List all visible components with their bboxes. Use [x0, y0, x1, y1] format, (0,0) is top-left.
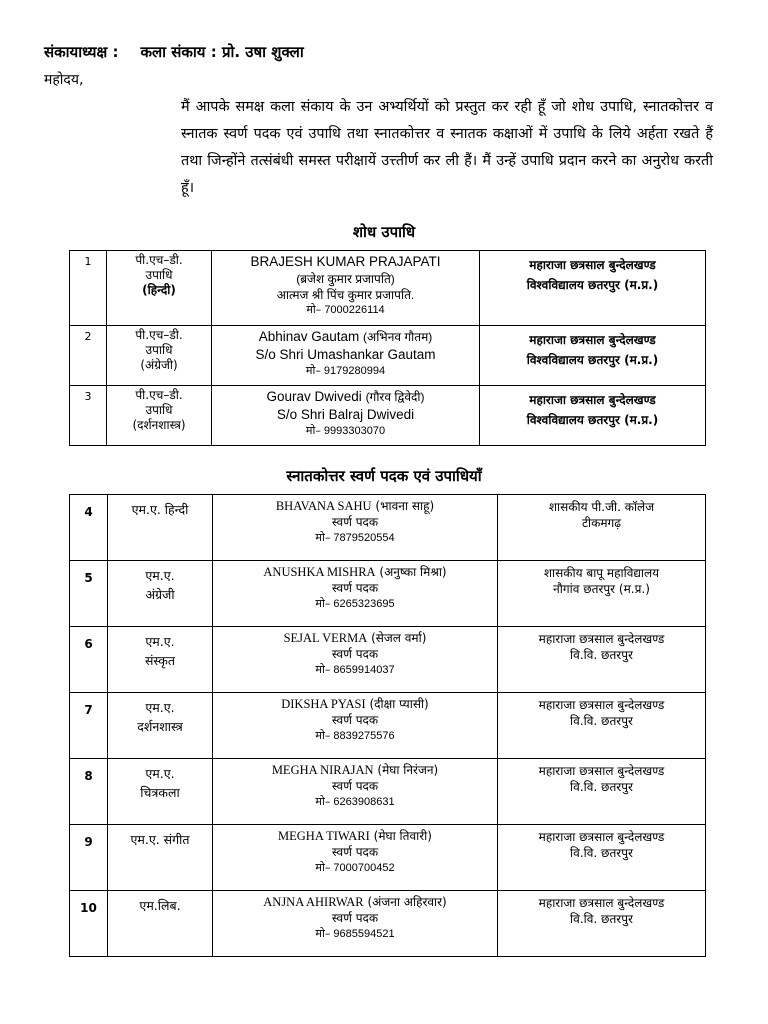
candidate-mobile: [212, 424, 479, 438]
candidate-name: ANJNA AHIRWAR: [263, 895, 364, 909]
degree-cell: [107, 326, 212, 386]
mobile-prefix: मो–: [315, 531, 331, 544]
table-row: [70, 561, 706, 627]
college-cell: [498, 693, 706, 759]
candidate-name: Abhinav Gautam: [258, 329, 360, 344]
mobile-prefix: मो–: [315, 861, 331, 874]
college-line: विश्वविद्यालय छतरपुर (म.प्र.): [526, 353, 659, 367]
row-number: 8: [70, 759, 108, 825]
degree-cell: [108, 825, 213, 891]
college-line: विश्वविद्यालय छतरपुर (म.प्र.): [526, 413, 659, 427]
college-cell: [480, 386, 706, 446]
candidate-mobile: [213, 860, 497, 876]
candidate-name-line: [213, 828, 497, 844]
candidate-name-line: [213, 498, 497, 514]
candidate-cell: [213, 495, 498, 561]
degree-line: पी.एच–डी.: [135, 253, 183, 267]
row-number: 7: [70, 693, 108, 759]
college-line: महाराजा छत्रसाल बुन्देलखण्ड: [538, 698, 665, 712]
candidate-name-line: [213, 564, 497, 580]
degree-line: पी.एच–डी.: [135, 388, 183, 402]
candidate-name: SEJAL VERMA: [283, 631, 368, 645]
candidate-mobile: [212, 303, 479, 317]
row-number: 6: [70, 627, 108, 693]
degree-line: एम.ए.: [145, 766, 175, 781]
pg-table: [69, 494, 706, 957]
degree-line: एम.लिब.: [139, 898, 181, 913]
mobile-prefix: मो–: [306, 303, 322, 316]
table-row: [70, 693, 706, 759]
candidate-cell: [213, 825, 498, 891]
candidate-name-hindi: (गौरव द्विवेदी): [365, 390, 425, 404]
medal-label: स्वर्ण पदक: [331, 581, 379, 595]
degree-cell: [108, 495, 213, 561]
candidate-name-line: [212, 328, 479, 346]
candidate-name-hindi: (अंजना अहिरवार): [367, 895, 447, 909]
row-number: 5: [70, 561, 108, 627]
candidate-cell: [212, 386, 480, 446]
candidate-mobile: [213, 662, 497, 678]
mobile-prefix: मो–: [305, 424, 321, 437]
college-line: महाराजा छत्रसाल बुन्देलखण्ड: [529, 393, 656, 407]
candidate-relation: आत्मज श्री पिंच कुमार प्रजापति.: [276, 288, 415, 302]
college-line: वि.वि. छतरपुर: [570, 846, 633, 860]
degree-line: उपाधि: [145, 343, 173, 357]
college-line: वि.वि. छतरपुर: [570, 912, 633, 926]
phd-section-title: शोध उपाधि: [352, 223, 416, 241]
college-line: महाराजा छत्रसाल बुन्देलखण्ड: [538, 896, 665, 910]
college-line: महाराजा छत्रसाल बुन्देलखण्ड: [529, 333, 656, 347]
candidate-name-line: [213, 894, 497, 910]
candidate-name-hindi: (मेघा निरंजन): [377, 763, 439, 777]
row-number: 10: [70, 891, 108, 957]
college-cell: [498, 495, 706, 561]
medal-label: स्वर्ण पदक: [331, 779, 379, 793]
degree-line: एम.ए.: [145, 634, 175, 649]
candidate-name: BRAJESH KUMAR PRAJAPATI: [250, 254, 441, 269]
table-row: [70, 759, 706, 825]
college-line: वि.वि. छतरपुर: [570, 714, 633, 728]
candidate-name: ANUSHKA MISHRA: [263, 565, 376, 579]
mobile-number: 7000226114: [324, 304, 385, 316]
candidate-name-hindi: (मेघा तिवारी): [373, 829, 432, 843]
candidate-name: MEGHA NIRAJAN: [271, 763, 374, 777]
table-row: [70, 891, 706, 957]
candidate-cell: [213, 561, 498, 627]
candidate-cell: [213, 759, 498, 825]
candidate-mobile: [213, 530, 497, 546]
college-line: शासकीय बापू महाविद्यालय: [543, 566, 660, 580]
table-row: [70, 825, 706, 891]
candidate-name-line: [213, 630, 497, 646]
mobile-number: 8659914037: [333, 664, 395, 676]
degree-line: (अंग्रेजी): [140, 358, 178, 372]
candidate-relation: S/o Shri Balraj Dwivedi: [276, 407, 415, 422]
mobile-number: 7000700452: [333, 862, 395, 874]
pg-section-title: स्नातकोत्तर स्वर्ण पदक एवं उपाधियाँ: [286, 467, 482, 485]
college-line: वि.वि. छतरपुर: [570, 780, 633, 794]
candidate-name-hindi: (भावना साहू): [375, 499, 435, 513]
candidate-name-hindi: (ब्रजेश कुमार प्रजापति): [296, 272, 395, 286]
college-cell: [498, 561, 706, 627]
degree-line: उपाधि: [145, 403, 173, 417]
college-line: विश्वविद्यालय छतरपुर (म.प्र.): [526, 278, 659, 292]
college-cell: [498, 627, 706, 693]
row-number: 4: [70, 495, 108, 561]
medal-label: स्वर्ण पदक: [331, 713, 379, 727]
candidate-relation: S/o Shri Umashankar Gautam: [255, 347, 436, 362]
degree-line: उपाधि: [145, 268, 173, 282]
table-row: [70, 251, 706, 326]
medal-label: स्वर्ण पदक: [331, 515, 379, 529]
intro-text: मैं आपके समक्ष कला संकाय के उन अभ्यर्थियों को प्रस्तुत कर रही हूँ जो शोध उपाधि, स्नातकोत्तर व स्नातक स्वर्ण पदक एवं उपाधि तथा स्नातकोत्तर व स्नातक कक्षाओं में उपाधि के लिये अर्हता रखते हैं तथा जिन्होंने तत्संबंधी समस्त परीक्षायें उत्त्तीर्ण कर ली हैं। मैं उन्हें उपाधि प्रदान करने का अनुरोध करती हूँ।: [181, 99, 713, 196]
candidate-name-hindi: (दीक्षा प्यासी): [369, 697, 429, 711]
candidate-name-line: [213, 696, 497, 712]
degree-line: पी.एच–डी.: [135, 328, 183, 342]
candidate-name-hindi: (अनुष्का मिश्रा): [379, 565, 447, 579]
medal-label: स्वर्ण पदक: [331, 911, 379, 925]
medal-label: स्वर्ण पदक: [331, 845, 379, 859]
row-number: 1: [70, 251, 107, 326]
college-cell: [498, 891, 706, 957]
mobile-prefix: मो–: [315, 795, 331, 808]
row-number: 9: [70, 825, 108, 891]
college-cell: [498, 759, 706, 825]
dean-role: संकायाध्यक्ष :: [44, 43, 119, 61]
candidate-name: MEGHA TIWARI: [278, 829, 370, 843]
salutation: महोदय,: [44, 72, 84, 88]
college-line: महाराजा छत्रसाल बुन्देलखण्ड: [538, 764, 665, 778]
table-row: [70, 495, 706, 561]
degree-cell: [107, 251, 212, 326]
mobile-number: 7879520554: [333, 532, 395, 544]
candidate-mobile: [213, 794, 497, 810]
degree-cell: [108, 627, 213, 693]
intro-paragraph: [181, 94, 713, 202]
college-cell: [480, 326, 706, 386]
medal-label: स्वर्ण पदक: [331, 647, 379, 661]
mobile-number: 6263908631: [333, 796, 395, 808]
phd-table: [69, 250, 706, 446]
degree-line: अंग्रेजी: [145, 587, 175, 602]
candidate-name-hindi: (अभिनव गौतम): [363, 330, 433, 344]
mobile-number: 8839275576: [333, 730, 395, 742]
candidate-name-line: [213, 762, 497, 778]
candidate-cell: [212, 326, 480, 386]
candidate-cell: [213, 891, 498, 957]
degree-line: (हिन्दी): [142, 283, 176, 297]
degree-line: चित्रकला: [140, 785, 180, 800]
candidate-mobile: [213, 728, 497, 744]
college-line: महाराजा छत्रसाल बुन्देलखण्ड: [538, 830, 665, 844]
candidate-mobile: [212, 364, 479, 378]
degree-cell: [107, 386, 212, 446]
mobile-prefix: मो–: [315, 597, 331, 610]
college-cell: [498, 825, 706, 891]
degree-cell: [108, 561, 213, 627]
college-line: महाराजा छत्रसाल बुन्देलखण्ड: [529, 258, 656, 272]
candidate-name: DIKSHA PYASI: [281, 697, 366, 711]
mobile-number: 9179280994: [323, 365, 386, 377]
candidate-mobile: [213, 926, 497, 942]
degree-line: एम.ए.: [145, 568, 175, 583]
degree-cell: [108, 891, 213, 957]
mobile-number: 9993303070: [323, 425, 386, 437]
degree-line: दर्शनशास्त्र: [137, 719, 183, 734]
degree-line: (दर्शनशास्त्र): [132, 418, 186, 432]
college-line: वि.वि. छतरपुर: [570, 648, 633, 662]
mobile-number: 6265323695: [333, 598, 395, 610]
degree-cell: [108, 693, 213, 759]
mobile-prefix: मो–: [305, 364, 321, 377]
candidate-mobile: [213, 596, 497, 612]
degree-line: एम.ए. संगीत: [130, 832, 190, 847]
college-line: शासकीय पी.जी. कॉलेज: [548, 500, 655, 514]
college-cell: [480, 251, 706, 326]
row-number: 3: [70, 386, 107, 446]
college-line: नौगांव छतरपुर (म.प्र.): [553, 582, 650, 596]
college-line: महाराजा छत्रसाल बुन्देलखण्ड: [538, 632, 665, 646]
mobile-number: 9685594521: [333, 928, 395, 940]
mobile-prefix: मो–: [315, 729, 331, 742]
degree-line: संस्कृत: [144, 653, 176, 668]
candidate-name: BHAVANA SAHU: [275, 499, 372, 513]
mobile-prefix: मो–: [315, 663, 331, 676]
candidate-name: Gourav Dwivedi: [266, 389, 362, 404]
candidate-cell: [213, 627, 498, 693]
table-row: [70, 627, 706, 693]
degree-cell: [108, 759, 213, 825]
candidate-name-line: [212, 388, 479, 406]
candidate-cell: [212, 251, 480, 326]
candidate-name-hindi: (सेजल वर्मा): [371, 631, 427, 645]
row-number: 2: [70, 326, 107, 386]
degree-line: एम.ए. हिन्दी: [131, 502, 189, 517]
table-row: [70, 386, 706, 446]
candidate-cell: [213, 693, 498, 759]
table-row: [70, 326, 706, 386]
college-line: टीकमगढ़: [581, 516, 622, 530]
faculty-name: कला संकाय : प्रो. उषा शुक्ला: [140, 43, 304, 61]
dean-header: [44, 42, 304, 62]
degree-line: एम.ए.: [145, 700, 175, 715]
mobile-prefix: मो–: [315, 927, 331, 940]
